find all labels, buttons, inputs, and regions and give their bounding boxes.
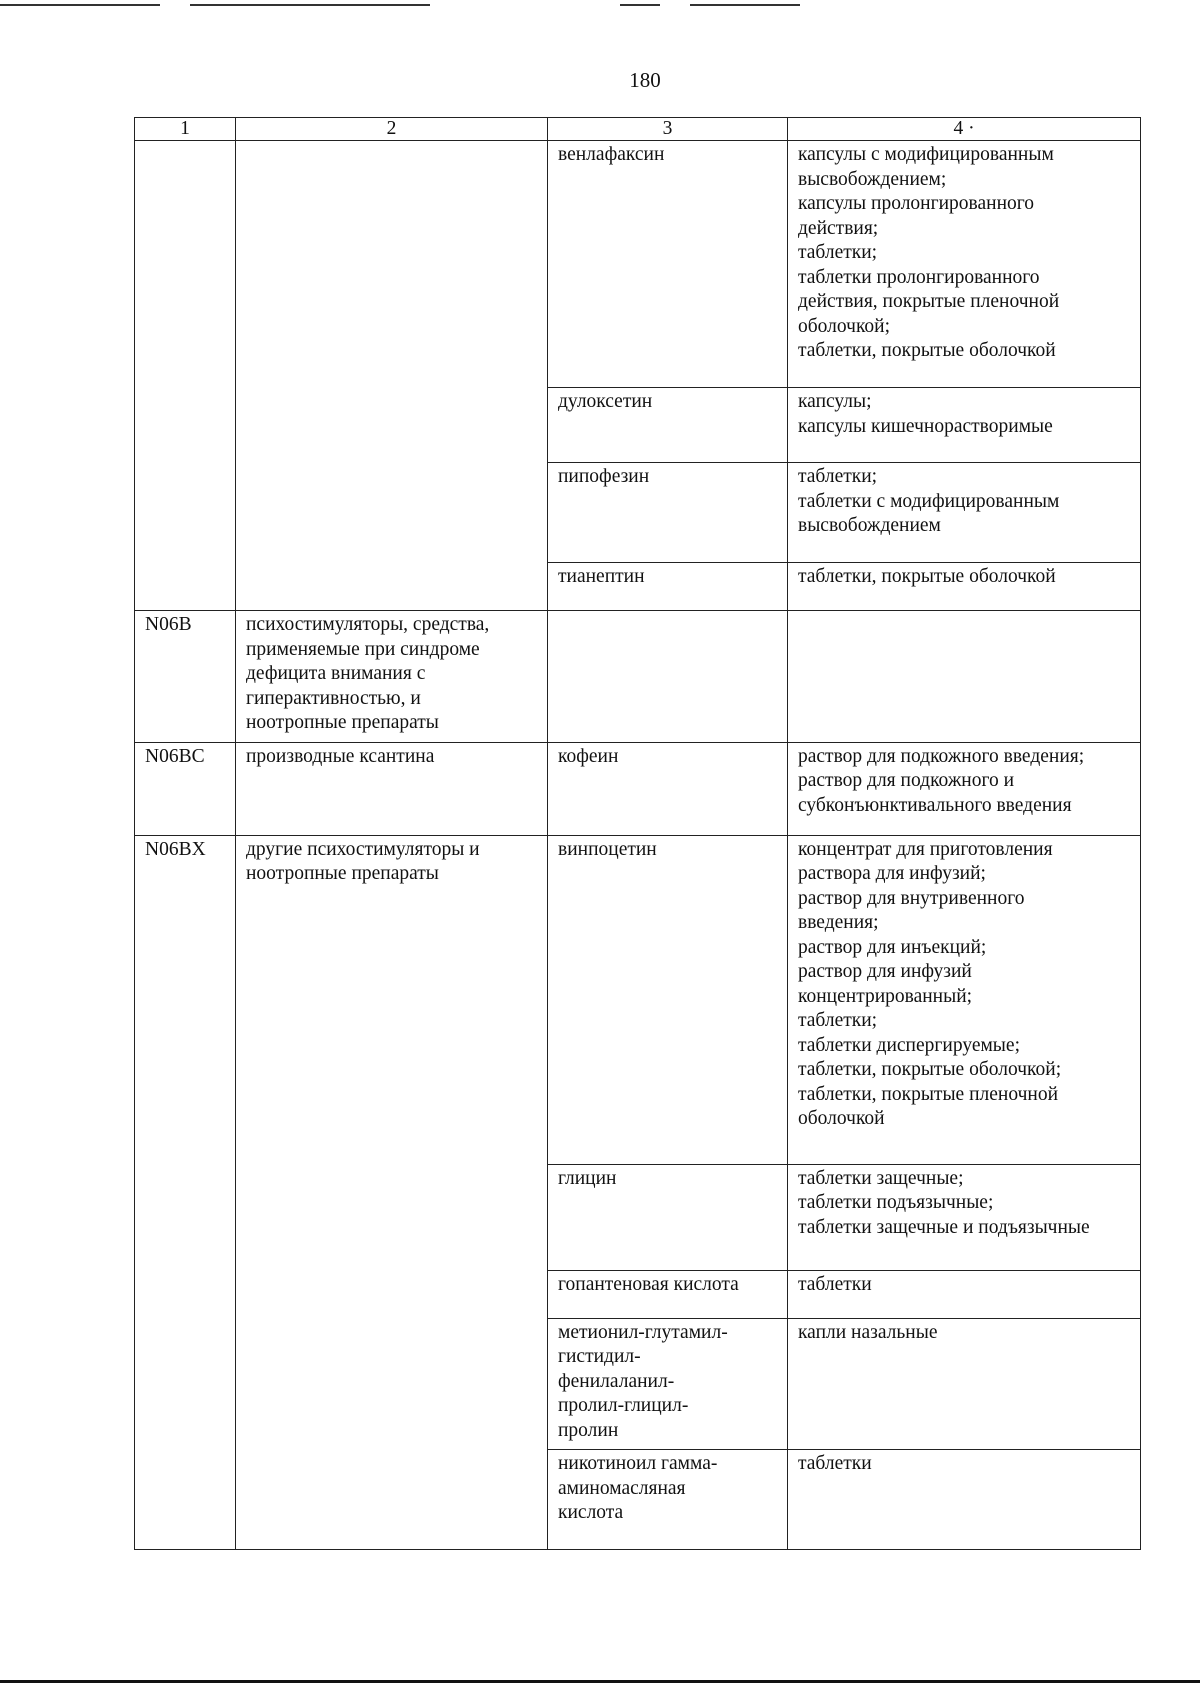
dosage-forms-cell: раствор для подкожного введения; раствор для подкожного и субконъюнктивального введения: [788, 742, 1141, 835]
group-name-cell: психостимуляторы, средства, применяемые при синдроме дефицита внимания с гиперактивностью, и ноотропные препараты: [236, 611, 548, 743]
group-name-cell: другие психостимуляторы и ноотропные препараты: [236, 835, 548, 1550]
atc-code-cell: N06BX: [135, 835, 236, 1550]
scan-edge-top: [190, 4, 430, 6]
group-name-cell: производные ксантина: [236, 742, 548, 835]
header-row: [135, 118, 1141, 141]
drug-name-cell: дулоксетин: [548, 388, 788, 463]
column-header-2: 2: [236, 118, 548, 141]
table-row: [135, 611, 1141, 743]
page-number: 180: [629, 68, 661, 92]
scan-edge-top: [620, 4, 660, 6]
group-name-cell: [236, 141, 548, 611]
scan-edge-top: [0, 4, 160, 6]
table-row: [135, 141, 1141, 388]
drug-name-cell: кофеин: [548, 742, 788, 835]
drug-name-cell: гопантеновая кислота: [548, 1270, 788, 1318]
scan-edge-top: [690, 4, 800, 6]
drug-name-cell: [548, 611, 788, 743]
dosage-forms-cell: таблетки: [788, 1270, 1141, 1318]
dosage-forms-cell: таблетки: [788, 1450, 1141, 1550]
dosage-forms-cell: таблетки защечные; таблетки подъязычные; таблетки защечные и подъязычные: [788, 1164, 1141, 1270]
dosage-forms-cell: капсулы с модифицированным высвобождением; капсулы пролонгированного действия; таблетки; таблетки пролонгированного действия, покрытые пленочной оболочкой; таблетки, покрытые оболочкой: [788, 141, 1141, 388]
atc-code-cell: [135, 141, 236, 611]
column-header-4: 4 ·: [788, 118, 1141, 141]
drug-name-cell: винпоцетин: [548, 835, 788, 1164]
dosage-forms-cell: таблетки; таблетки с модифицированным высвобождением: [788, 463, 1141, 563]
table-row: [135, 835, 1141, 1164]
drug-name-cell: пипофезин: [548, 463, 788, 563]
dosage-forms-cell: капли назальные: [788, 1318, 1141, 1450]
drug-name-cell: глицин: [548, 1164, 788, 1270]
column-header-3: 3: [548, 118, 788, 141]
table-row: [135, 742, 1141, 835]
dosage-forms-cell: капсулы; капсулы кишечнорастворимые: [788, 388, 1141, 463]
atc-code-cell: N06BC: [135, 742, 236, 835]
drug-name-cell: никотиноил гамма- аминомасляная кислота: [548, 1450, 788, 1550]
column-header-1: 1: [135, 118, 236, 141]
dosage-forms-cell: [788, 611, 1141, 743]
atc-code-cell: N06B: [135, 611, 236, 743]
dosage-forms-cell: таблетки, покрытые оболочкой: [788, 563, 1141, 611]
drug-table: [134, 117, 1141, 1550]
drug-name-cell: метионил-глутамил- гистидил- фенилаланил- пролил-глицил- пролин: [548, 1318, 788, 1450]
scan-edge-bottom: [0, 1680, 1200, 1683]
dosage-forms-cell: концентрат для приготовления раствора для инфузий; раствор для внутривенного введения; раствор для инъекций; раствор для инфузий концентрированный; таблетки; таблетки диспергируемые; таблетки, покрытые оболочкой; таблетки, покрытые пленочной оболочкой: [788, 835, 1141, 1164]
drug-name-cell: тианептин: [548, 563, 788, 611]
drug-name-cell: венлафаксин: [548, 141, 788, 388]
